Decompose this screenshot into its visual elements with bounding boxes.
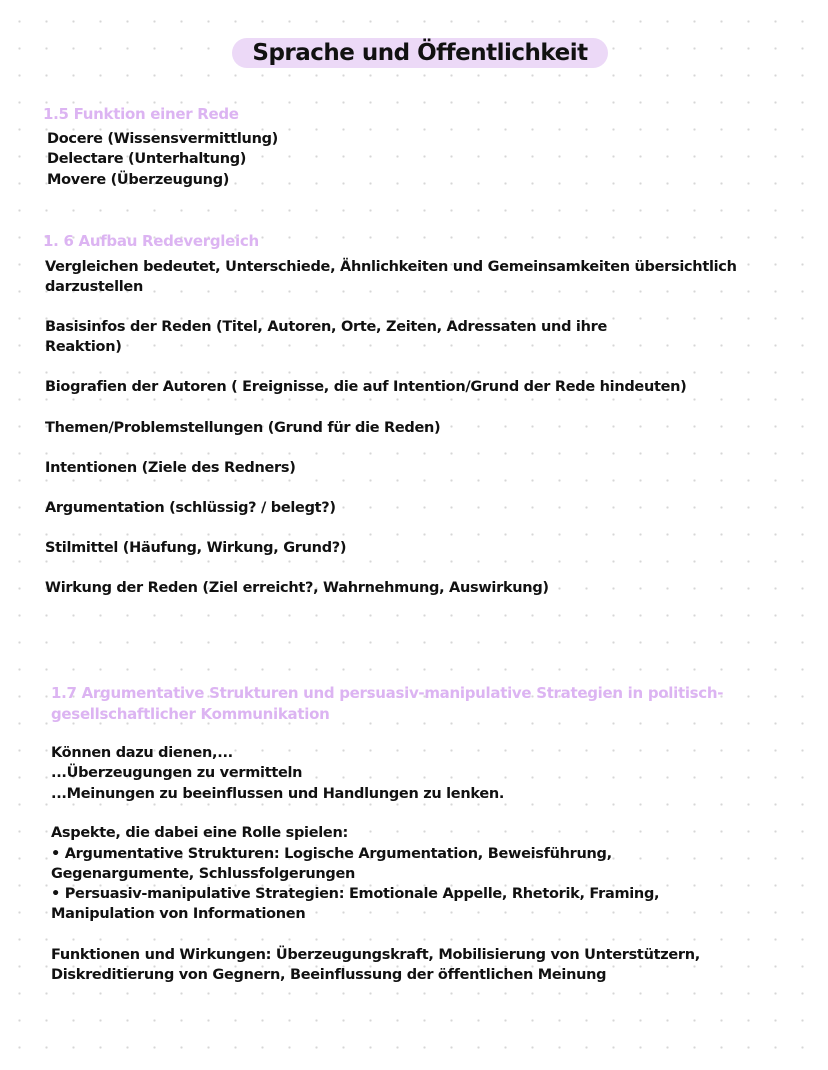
text-line: ...Überzeugungen zu vermitteln: [51, 765, 303, 781]
text-line: ...Meinungen zu beeinflussen und Handlungen zu lenken.: [51, 786, 505, 802]
section-heading: gesellschaftlicher Kommunikation: [51, 705, 330, 723]
text-line: Aspekte, die dabei eine Rolle spielen:: [51, 825, 348, 841]
text-line: Docere (Wissensvermittlung): [47, 131, 279, 147]
text-line: Vergleichen bedeutet, Unterschiede, Ähnlichkeiten und Gemeinsamkeiten übersichtlich: [45, 259, 737, 275]
text-line: Stilmittel (Häufung, Wirkung, Grund?): [45, 540, 347, 556]
section-heading: 1.7 Argumentative Strukturen und persuasiv-manipulative Strategien in politisch-: [51, 684, 724, 702]
text-line: Können dazu dienen,...: [51, 745, 233, 761]
page-title: Sprache und Öffentlichkeit: [232, 38, 608, 68]
text-line: Intentionen (Ziele des Redners): [45, 460, 296, 476]
text-line: Argumentation (schlüssig? / belegt?): [45, 500, 336, 516]
text-line: Movere (Überzeugung): [47, 172, 230, 188]
text-line: Gegenargumente, Schlussfolgerungen: [51, 866, 356, 882]
text-line: Wirkung der Reden (Ziel erreicht?, Wahrnehmung, Auswirkung): [45, 580, 549, 596]
section-heading: 1.5 Funktion einer Rede: [43, 105, 239, 123]
text-line: Themen/Problemstellungen (Grund für die Reden): [45, 420, 441, 436]
text-line: Basisinfos der Reden (Titel, Autoren, Orte, Zeiten, Adressaten und ihre: [45, 319, 607, 335]
text-line: Reaktion): [45, 339, 122, 355]
text-line: Delectare (Unterhaltung): [47, 151, 247, 167]
text-line: Biografien der Autoren ( Ereignisse, die auf Intention/Grund der Rede hindeuten): [45, 379, 687, 395]
text-line: Diskreditierung von Gegnern, Beeinflussung der öffentlichen Meinung: [51, 967, 607, 983]
text-line: Manipulation von Informationen: [51, 906, 306, 922]
section-heading: 1. 6 Aufbau Redevergleich: [43, 232, 259, 250]
text-line: • Persuasiv-manipulative Strategien: Emotionale Appelle, Rhetorik, Framing,: [51, 886, 660, 902]
text-line: Funktionen und Wirkungen: Überzeugungskraft, Mobilisierung von Unterstützern,: [51, 947, 700, 963]
text-line: darzustellen: [45, 279, 143, 295]
text-line: • Argumentative Strukturen: Logische Argumentation, Beweisführung,: [51, 846, 612, 862]
